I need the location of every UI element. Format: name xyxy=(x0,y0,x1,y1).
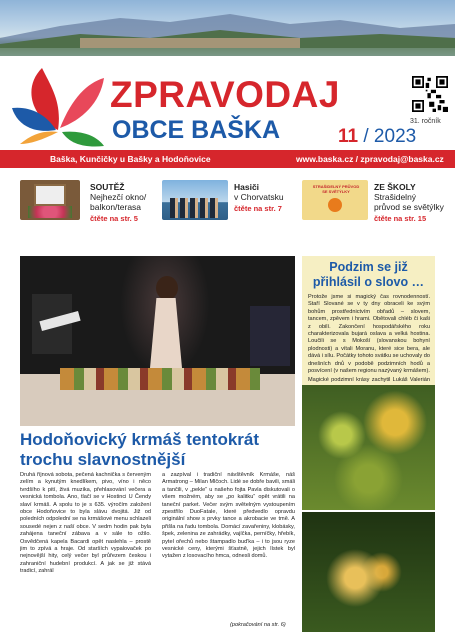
teaser-title: SOUTĚŽ xyxy=(90,182,125,192)
villages-label: Baška, Kunčičky u Bašky a Hodoňovice xyxy=(50,154,211,164)
teaser-read-link[interactable]: čtěte na str. 5 xyxy=(90,214,138,223)
sidebar-photo-credit: Magické podzimní krásy zachytil Lukáš Valerián xyxy=(308,377,430,384)
teaser-title: ZE ŠKOLY xyxy=(374,182,416,192)
poster-subtitle: SE SVĚTÝLKY xyxy=(322,189,350,194)
pumpkin-icon xyxy=(328,198,342,212)
issue-year: / 2023 xyxy=(363,126,417,147)
newsletter-title: ZPRAVODAJ xyxy=(110,74,340,115)
school-poster-thumbnail[interactable] xyxy=(302,180,368,220)
article-column-1: Druhá říjnová sobota, pečená kachnička s červeným zelím a kynutým knedlíkem, pivo, víno i něco tvrdšího k pití, živá muzika, přehlasování večera a vesnická tombola. Ano, tlačí se v Hostinci U Čendy slaví krmáš. A spolu to je s 635. výročím založení obce Hodoňovice to byla slávu dvojitá. Již od poledních odpolední se na krmášové menu schlazeli sousedé nejen z naší obce. V sedm hodin pak byla zahájena taneční zábava a v sále to ožilo. Osvědčená kapela Bacardi opět naslehla – prostě jim to zpívá a hraje. Od starších vypalovaček po nejnovější hity, celý večer byl průřezem českou i zahraniční hudební produkcí. A jak se již stává tradicí, zahrál xyxy=(20,472,151,575)
sidebar-paragraph: Protože jsme si magický čas rovnodenností. Staří Slované se v ty dny obraceli ke svým bohům prostřednictvím obřadů – slovem, tancem, zpěvem i hrami. Obětovali chléb či kaši z obilí. Zakončení hospodářského roku charakterizovala bujará oslava a velká hostina. Loučili se s Mokoší (slovanskou bohyní plodnosti) a vítali Moranu, které sice bera, ale dává i sílu. Počátky tohoto svátku se uchovaly do dnešních dnů v podobě podzimních hodů a posvícení (v našem regionu nazývaný krmášem). xyxy=(308,294,430,375)
continued-note[interactable]: (pokračování na str. 6) xyxy=(230,622,286,628)
issue-num: 11 xyxy=(338,126,359,147)
firefighters-thumbnail[interactable] xyxy=(162,180,228,220)
poster-title: STRAŠIDELNÝ PRŮVOD xyxy=(312,184,360,189)
sidebar-body xyxy=(308,294,430,392)
window-flowers-thumbnail[interactable] xyxy=(20,180,80,220)
article-column-2: a zazpíval i tradiční návštěvník Krmáše, náš Armatrong – Milan Mlčoch. Lidé se dobře bavili, smáli a tančili, v „pekle“ u našeho fojta Pavla diskutovali o všem možném, aby se „po kalitku“ opět vrátili na taneční parket. Večer svým světelným vystoupením zpestřilo DuoFatale, které předvedlo opravdu originální show s prvky tance a akrobacie ve tmě. A přišla na řadu tombola. Domácí zavařeniny, klobásky, špek, zelenina ze zahrádky, vajíčka, perníčky, hřebík, pytel ořechů nebo štampadlo bud'ka – i to jsou ryze vesnické ceny, kterými šťastně, jejich lístek byl vytažen z losovacího hmca, odnesli domů. xyxy=(162,472,295,560)
teaser-school[interactable] xyxy=(374,182,444,223)
issue-number xyxy=(338,126,416,148)
volume-label: 31. ročník xyxy=(410,118,441,125)
teaser-contest[interactable] xyxy=(90,182,160,223)
flower-logo-icon xyxy=(12,58,108,148)
teaser-read-link[interactable]: čtěte na str. 15 xyxy=(374,214,427,223)
teaser-text: Nejhezčí okno/ balkon/terasa xyxy=(90,192,147,212)
contact-links[interactable]: www.baska.cz / zpravodaj@baska.cz xyxy=(296,154,444,164)
newsletter-subtitle: OBCE BAŠKA xyxy=(112,116,281,144)
teaser-text: v Chorvatsku xyxy=(234,192,284,202)
village-houses xyxy=(80,38,300,48)
autumn-leaves-photo xyxy=(302,385,435,510)
autumn-forest-photo xyxy=(302,512,435,632)
main-headline: Hodoňovický krmáš tentokrát trochu slavnostnější xyxy=(20,430,260,469)
teaser-read-link[interactable]: čtěte na str. 7 xyxy=(234,204,282,213)
qr-code-icon[interactable] xyxy=(412,76,448,112)
teaser-text: Strašidelný průvod se světýlky xyxy=(374,192,444,212)
band-concert-photo xyxy=(20,256,295,426)
teaser-firefighters[interactable] xyxy=(234,182,294,213)
teaser-title: Hasiči xyxy=(234,182,260,192)
sidebar-headline: Podzim se již přihlásil o slovo … xyxy=(312,260,425,289)
